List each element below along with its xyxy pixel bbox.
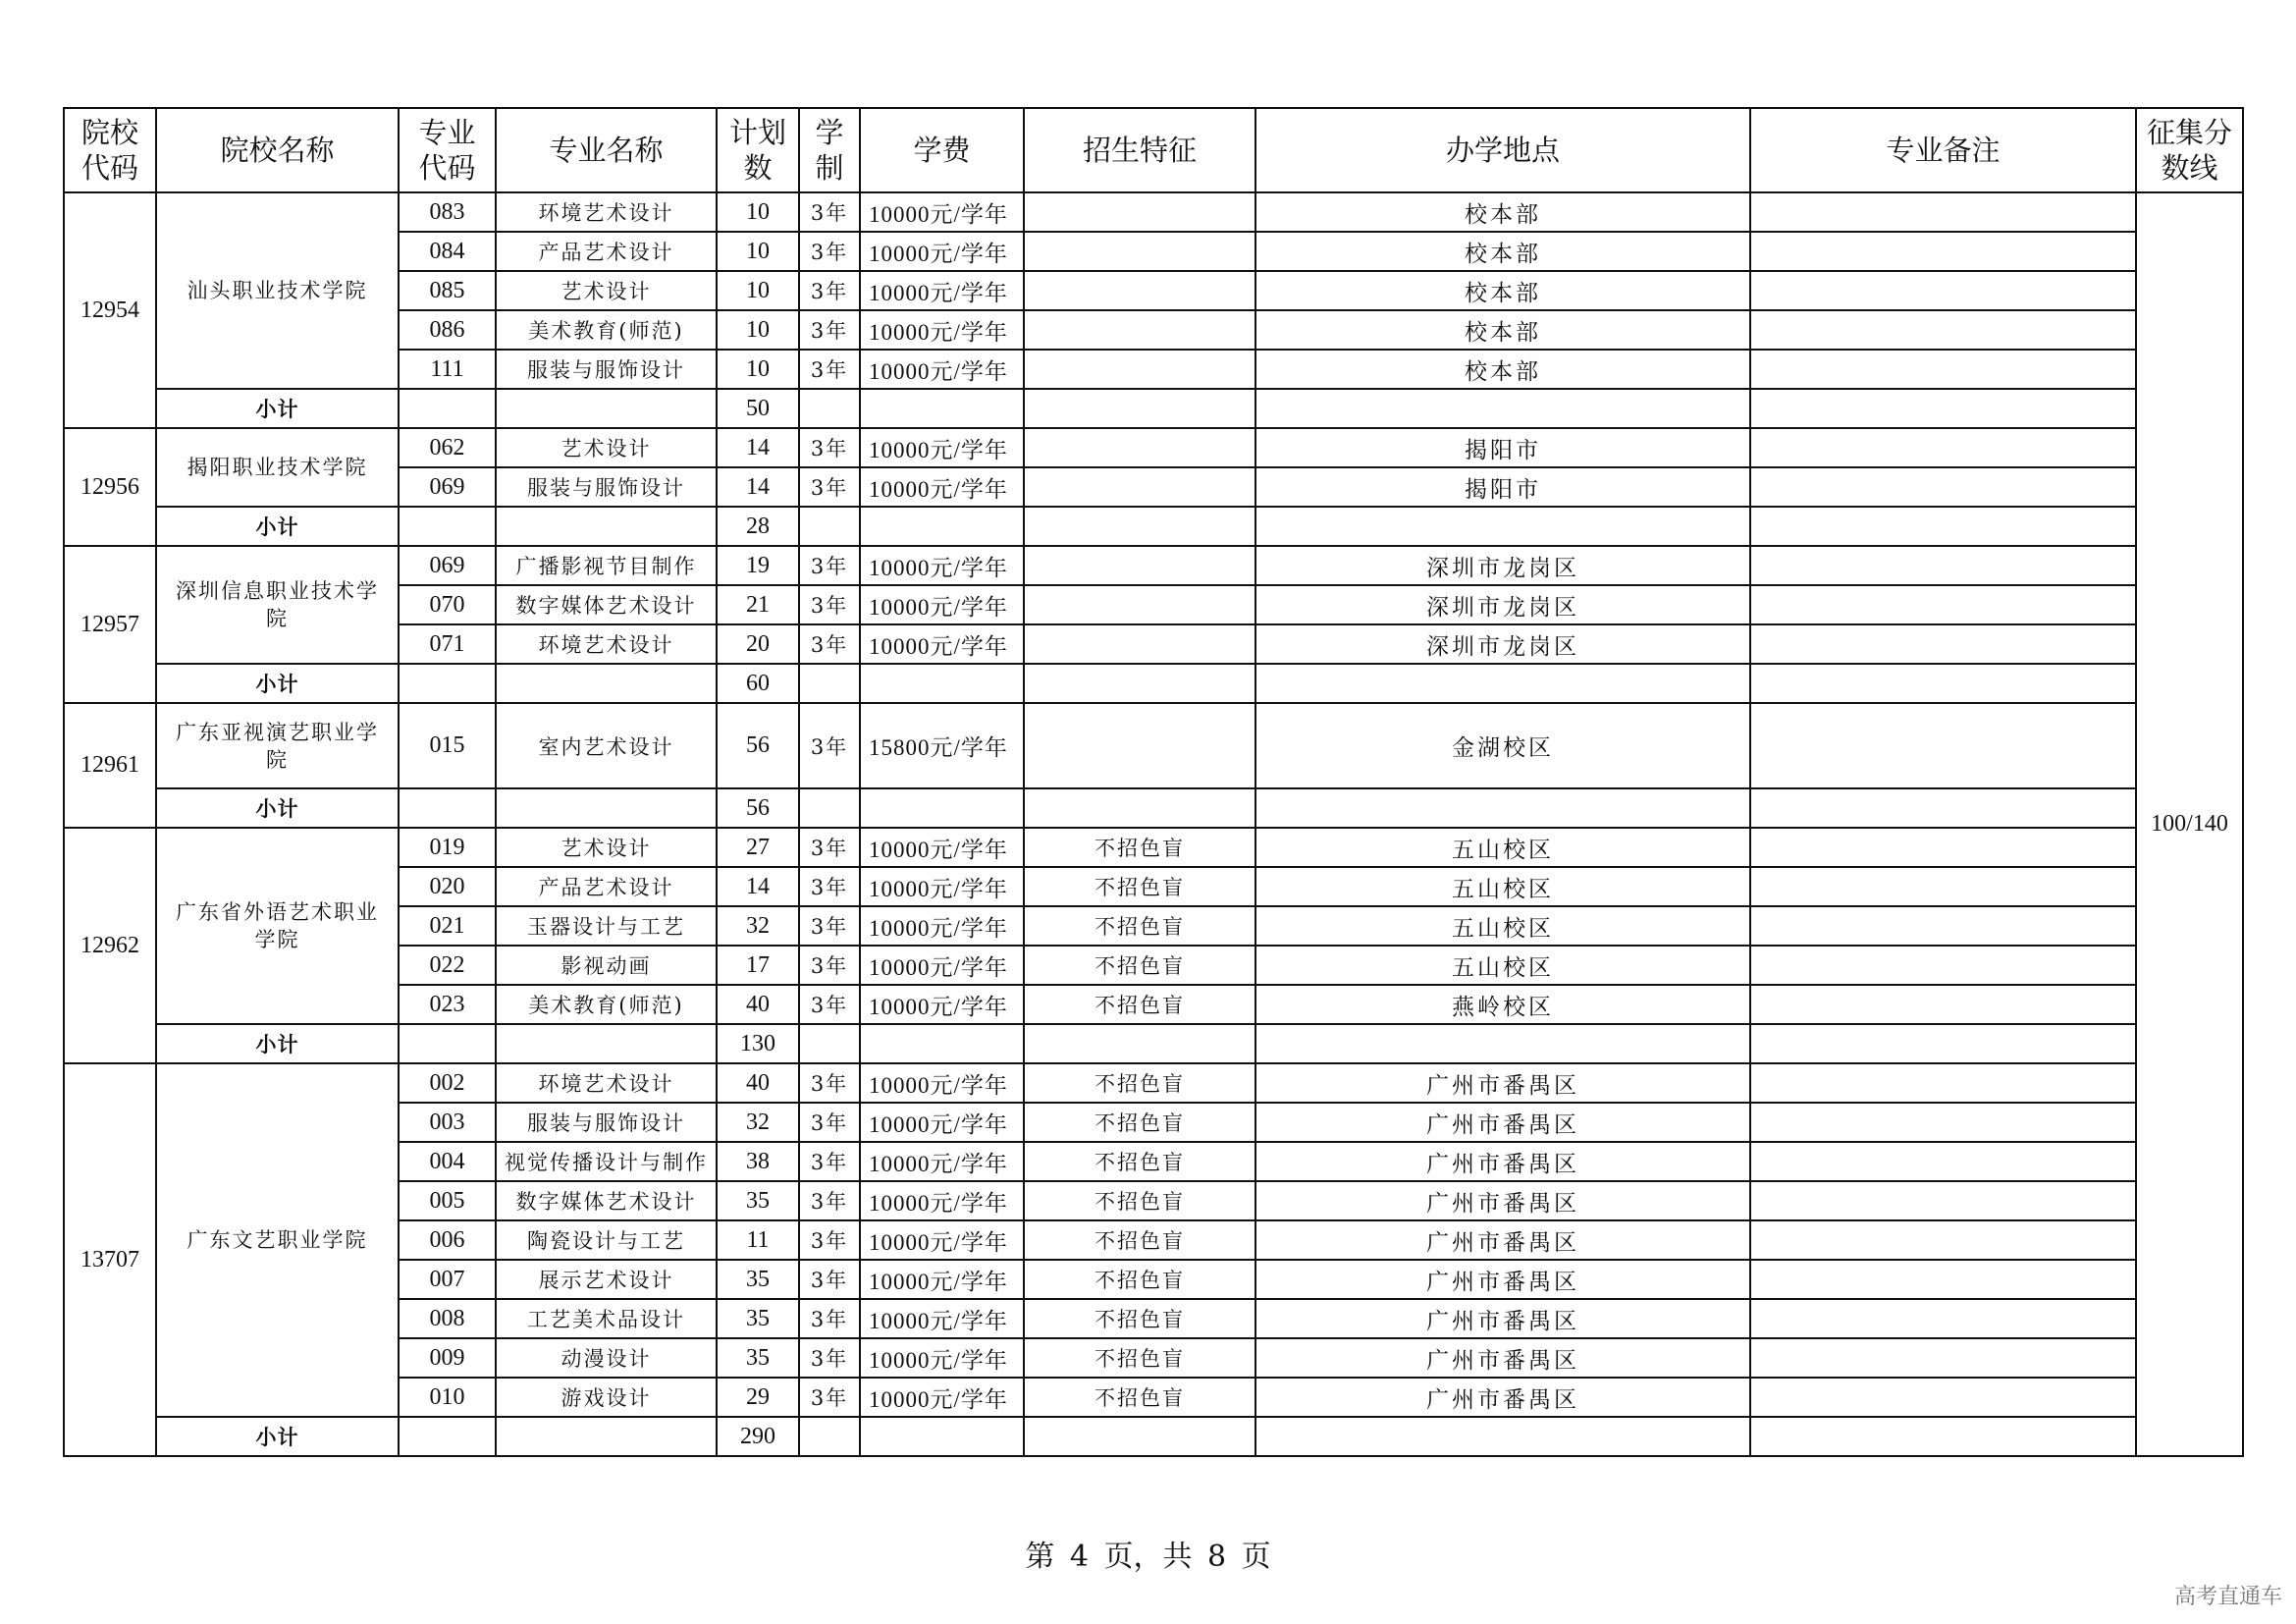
major-remark — [1750, 828, 2136, 867]
campus-location: 校本部 — [1255, 232, 1750, 271]
campus-location: 广州市番禺区 — [1255, 1338, 1750, 1378]
plan-count: 35 — [717, 1338, 799, 1378]
study-years: 3年 — [799, 1299, 860, 1338]
major-remark — [1750, 624, 2136, 664]
plan-count: 27 — [717, 828, 799, 867]
campus-location: 校本部 — [1255, 310, 1750, 350]
campus-location: 广州市番禺区 — [1255, 1181, 1750, 1220]
empty-cell — [496, 507, 717, 546]
empty-cell — [1024, 389, 1255, 428]
plan-count: 10 — [717, 271, 799, 310]
plan-count: 10 — [717, 232, 799, 271]
page-footer: 第 4 页，共 8 页 — [1025, 1540, 1271, 1574]
campus-location: 广州市番禺区 — [1255, 1063, 1750, 1103]
watermark: 高考直通车 — [2173, 1585, 2282, 1609]
empty-cell — [1024, 1024, 1255, 1063]
study-years: 3年 — [799, 1260, 860, 1299]
admission-feature: 不招色盲 — [1024, 867, 1255, 906]
plan-count: 14 — [717, 867, 799, 906]
study-years: 3年 — [799, 546, 860, 585]
admission-feature: 不招色盲 — [1024, 1299, 1255, 1338]
major-remark — [1750, 585, 2136, 624]
campus-location: 深圳市龙岗区 — [1255, 585, 1750, 624]
plan-count: 21 — [717, 585, 799, 624]
empty-cell — [496, 664, 717, 703]
campus-location: 五山校区 — [1255, 906, 1750, 946]
school-code: 12961 — [64, 703, 156, 828]
admission-feature: 不招色盲 — [1024, 906, 1255, 946]
empty-cell — [1255, 664, 1750, 703]
campus-location: 揭阳市 — [1255, 428, 1750, 467]
study-years: 3年 — [799, 985, 860, 1024]
study-years: 3年 — [799, 1338, 860, 1378]
major-code: 015 — [399, 703, 496, 788]
campus-location: 五山校区 — [1255, 867, 1750, 906]
empty-cell — [496, 1024, 717, 1063]
subtotal-row — [64, 389, 2243, 428]
empty-cell — [860, 788, 1024, 828]
subtotal-label: 小计 — [156, 1417, 399, 1456]
major-remark — [1750, 1260, 2136, 1299]
plan-count: 40 — [717, 985, 799, 1024]
major-remark — [1750, 1378, 2136, 1417]
major-code: 010 — [399, 1378, 496, 1417]
study-years: 3年 — [799, 1220, 860, 1260]
major-remark — [1750, 946, 2136, 985]
plan-count: 40 — [717, 1063, 799, 1103]
admission-feature: 不招色盲 — [1024, 1181, 1255, 1220]
subtotal-row — [64, 507, 2243, 546]
major-name: 视觉传播设计与制作 — [496, 1142, 717, 1181]
plan-count: 10 — [717, 310, 799, 350]
empty-cell — [399, 1417, 496, 1456]
plan-count: 35 — [717, 1181, 799, 1220]
empty-cell — [399, 664, 496, 703]
admission-feature — [1024, 310, 1255, 350]
empty-cell — [496, 389, 717, 428]
header-score: 征集分数线 — [2136, 108, 2243, 192]
plan-count: 35 — [717, 1299, 799, 1338]
campus-location: 揭阳市 — [1255, 467, 1750, 507]
subtotal-row — [64, 1024, 2243, 1063]
subtotal-value: 60 — [717, 664, 799, 703]
study-years: 3年 — [799, 1103, 860, 1142]
school-name: 汕头职业技术学院 — [156, 192, 399, 389]
empty-cell — [1255, 1417, 1750, 1456]
major-remark — [1750, 350, 2136, 389]
campus-location: 广州市番禺区 — [1255, 1142, 1750, 1181]
campus-location: 广州市番禺区 — [1255, 1103, 1750, 1142]
empty-cell — [1750, 788, 2136, 828]
major-name: 产品艺术设计 — [496, 867, 717, 906]
empty-cell — [1024, 1417, 1255, 1456]
empty-cell — [1750, 1024, 2136, 1063]
admission-feature: 不招色盲 — [1024, 1338, 1255, 1378]
major-code: 002 — [399, 1063, 496, 1103]
major-remark — [1750, 1103, 2136, 1142]
study-years: 3年 — [799, 1063, 860, 1103]
major-name: 数字媒体艺术设计 — [496, 1181, 717, 1220]
empty-cell — [1750, 664, 2136, 703]
major-code: 004 — [399, 1142, 496, 1181]
plan-count: 32 — [717, 906, 799, 946]
tuition-fee: 10000元/学年 — [860, 1260, 1024, 1299]
major-code: 111 — [399, 350, 496, 389]
major-name: 工艺美术品设计 — [496, 1299, 717, 1338]
empty-cell — [799, 1417, 860, 1456]
major-remark — [1750, 1299, 2136, 1338]
header-feature: 招生特征 — [1024, 108, 1255, 192]
table-body — [64, 192, 2243, 1456]
empty-cell — [399, 389, 496, 428]
major-remark — [1750, 1142, 2136, 1181]
study-years: 3年 — [799, 828, 860, 867]
empty-cell — [399, 507, 496, 546]
header-row — [64, 108, 2243, 192]
tuition-fee: 10000元/学年 — [860, 867, 1024, 906]
major-remark — [1750, 1181, 2136, 1220]
tuition-fee: 10000元/学年 — [860, 1220, 1024, 1260]
major-remark — [1750, 467, 2136, 507]
score-line: 100/140 — [2136, 192, 2243, 1456]
major-remark — [1750, 1220, 2136, 1260]
major-name: 陶瓷设计与工艺 — [496, 1220, 717, 1260]
major-remark — [1750, 546, 2136, 585]
tuition-fee: 10000元/学年 — [860, 985, 1024, 1024]
plan-count: 19 — [717, 546, 799, 585]
empty-cell — [799, 507, 860, 546]
admission-feature — [1024, 192, 1255, 232]
major-name: 艺术设计 — [496, 271, 717, 310]
header-school-code: 院校代码 — [64, 108, 156, 192]
campus-location: 广州市番禺区 — [1255, 1220, 1750, 1260]
header-major-code: 专业代码 — [399, 108, 496, 192]
empty-cell — [860, 507, 1024, 546]
tuition-fee: 10000元/学年 — [860, 1063, 1024, 1103]
subtotal-value: 290 — [717, 1417, 799, 1456]
tuition-fee: 10000元/学年 — [860, 428, 1024, 467]
study-years: 3年 — [799, 946, 860, 985]
tuition-fee: 10000元/学年 — [860, 1103, 1024, 1142]
empty-cell — [860, 1024, 1024, 1063]
study-years: 3年 — [799, 1378, 860, 1417]
subtotal-value: 28 — [717, 507, 799, 546]
major-remark — [1750, 192, 2136, 232]
empty-cell — [799, 664, 860, 703]
study-years: 3年 — [799, 310, 860, 350]
admission-feature: 不招色盲 — [1024, 1103, 1255, 1142]
major-name: 产品艺术设计 — [496, 232, 717, 271]
tuition-fee: 10000元/学年 — [860, 906, 1024, 946]
major-name: 数字媒体艺术设计 — [496, 585, 717, 624]
campus-location: 广州市番禺区 — [1255, 1378, 1750, 1417]
tuition-fee: 10000元/学年 — [860, 232, 1024, 271]
tuition-fee: 10000元/学年 — [860, 946, 1024, 985]
subtotal-label: 小计 — [156, 1024, 399, 1063]
admission-feature — [1024, 585, 1255, 624]
major-code: 005 — [399, 1181, 496, 1220]
subtotal-row — [64, 788, 2243, 828]
study-years: 3年 — [799, 585, 860, 624]
major-code: 019 — [399, 828, 496, 867]
empty-cell — [1750, 507, 2136, 546]
major-name: 美术教育(师范) — [496, 310, 717, 350]
study-years: 3年 — [799, 906, 860, 946]
major-code: 007 — [399, 1260, 496, 1299]
major-name: 环境艺术设计 — [496, 624, 717, 664]
campus-location: 校本部 — [1255, 350, 1750, 389]
major-remark — [1750, 232, 2136, 271]
major-code: 021 — [399, 906, 496, 946]
study-years: 3年 — [799, 624, 860, 664]
empty-cell — [496, 788, 717, 828]
tuition-fee: 10000元/学年 — [860, 467, 1024, 507]
subtotal-value: 50 — [717, 389, 799, 428]
header-school-name: 院校名称 — [156, 108, 399, 192]
admission-feature: 不招色盲 — [1024, 1260, 1255, 1299]
campus-location: 深圳市龙岗区 — [1255, 546, 1750, 585]
study-years: 3年 — [799, 467, 860, 507]
empty-cell — [1255, 507, 1750, 546]
header-plan: 计划数 — [717, 108, 799, 192]
subtotal-value: 56 — [717, 788, 799, 828]
admission-feature — [1024, 232, 1255, 271]
major-remark — [1750, 310, 2136, 350]
school-name: 广东亚视演艺职业学院 — [156, 703, 399, 788]
admission-feature: 不招色盲 — [1024, 828, 1255, 867]
plan-count: 32 — [717, 1103, 799, 1142]
campus-location: 五山校区 — [1255, 946, 1750, 985]
tuition-fee: 10000元/学年 — [860, 271, 1024, 310]
empty-cell — [1024, 664, 1255, 703]
empty-cell — [1024, 507, 1255, 546]
major-code: 085 — [399, 271, 496, 310]
study-years: 3年 — [799, 1181, 860, 1220]
tuition-fee: 10000元/学年 — [860, 1142, 1024, 1181]
table-row — [64, 428, 2243, 467]
subtotal-label: 小计 — [156, 507, 399, 546]
major-name: 艺术设计 — [496, 428, 717, 467]
study-years: 3年 — [799, 1142, 860, 1181]
admission-feature: 不招色盲 — [1024, 985, 1255, 1024]
empty-cell — [1255, 1024, 1750, 1063]
plan-count: 10 — [717, 350, 799, 389]
admission-feature — [1024, 624, 1255, 664]
tuition-fee: 10000元/学年 — [860, 192, 1024, 232]
school-name: 广东省外语艺术职业学院 — [156, 828, 399, 1024]
empty-cell — [1255, 389, 1750, 428]
major-remark — [1750, 867, 2136, 906]
major-remark — [1750, 1063, 2136, 1103]
major-name: 服装与服饰设计 — [496, 1103, 717, 1142]
plan-count: 14 — [717, 428, 799, 467]
subtotal-row — [64, 1417, 2243, 1456]
major-code: 084 — [399, 232, 496, 271]
header-remark: 专业备注 — [1750, 108, 2136, 192]
campus-location: 校本部 — [1255, 192, 1750, 232]
subtotal-label: 小计 — [156, 389, 399, 428]
admission-feature: 不招色盲 — [1024, 1142, 1255, 1181]
plan-count: 56 — [717, 703, 799, 788]
empty-cell — [1255, 788, 1750, 828]
major-code: 023 — [399, 985, 496, 1024]
subtotal-row — [64, 664, 2243, 703]
school-name: 揭阳职业技术学院 — [156, 428, 399, 507]
empty-cell — [496, 1417, 717, 1456]
plan-count: 14 — [717, 467, 799, 507]
table-row — [64, 1063, 2243, 1103]
major-name: 游戏设计 — [496, 1378, 717, 1417]
major-code: 006 — [399, 1220, 496, 1260]
school-code: 12957 — [64, 546, 156, 703]
campus-location: 五山校区 — [1255, 828, 1750, 867]
admission-feature — [1024, 546, 1255, 585]
tuition-fee: 10000元/学年 — [860, 1181, 1024, 1220]
header-years: 学制 — [799, 108, 860, 192]
study-years: 3年 — [799, 192, 860, 232]
empty-cell — [1750, 389, 2136, 428]
major-code: 083 — [399, 192, 496, 232]
tuition-fee: 10000元/学年 — [860, 310, 1024, 350]
major-name: 影视动画 — [496, 946, 717, 985]
school-name: 深圳信息职业技术学院 — [156, 546, 399, 664]
campus-location: 广州市番禺区 — [1255, 1260, 1750, 1299]
subtotal-label: 小计 — [156, 788, 399, 828]
empty-cell — [860, 1417, 1024, 1456]
study-years: 3年 — [799, 350, 860, 389]
plan-count: 11 — [717, 1220, 799, 1260]
tuition-fee: 10000元/学年 — [860, 1338, 1024, 1378]
empty-cell — [1024, 788, 1255, 828]
empty-cell — [799, 788, 860, 828]
study-years: 3年 — [799, 867, 860, 906]
major-name: 室内艺术设计 — [496, 703, 717, 788]
major-code: 070 — [399, 585, 496, 624]
tuition-fee: 10000元/学年 — [860, 585, 1024, 624]
major-remark — [1750, 428, 2136, 467]
campus-location: 金湖校区 — [1255, 703, 1750, 788]
tuition-fee: 10000元/学年 — [860, 828, 1024, 867]
table-row — [64, 546, 2243, 585]
empty-cell — [399, 788, 496, 828]
major-name: 服装与服饰设计 — [496, 467, 717, 507]
school-code: 12962 — [64, 828, 156, 1063]
school-code: 12954 — [64, 192, 156, 428]
tuition-fee: 15800元/学年 — [860, 703, 1024, 788]
major-name: 广播影视节目制作 — [496, 546, 717, 585]
empty-cell — [399, 1024, 496, 1063]
study-years: 3年 — [799, 271, 860, 310]
study-years: 3年 — [799, 232, 860, 271]
tuition-fee: 10000元/学年 — [860, 1378, 1024, 1417]
campus-location: 深圳市龙岗区 — [1255, 624, 1750, 664]
campus-location: 广州市番禺区 — [1255, 1299, 1750, 1338]
major-name: 展示艺术设计 — [496, 1260, 717, 1299]
subtotal-label: 小计 — [156, 664, 399, 703]
major-name: 玉器设计与工艺 — [496, 906, 717, 946]
subtotal-value: 130 — [717, 1024, 799, 1063]
school-code: 12956 — [64, 428, 156, 546]
plan-count: 35 — [717, 1260, 799, 1299]
tuition-fee: 10000元/学年 — [860, 546, 1024, 585]
major-remark — [1750, 985, 2136, 1024]
school-code: 13707 — [64, 1063, 156, 1456]
tuition-fee: 10000元/学年 — [860, 624, 1024, 664]
major-name: 动漫设计 — [496, 1338, 717, 1378]
study-years: 3年 — [799, 428, 860, 467]
table-row — [64, 192, 2243, 232]
header-fee: 学费 — [860, 108, 1024, 192]
plan-count: 38 — [717, 1142, 799, 1181]
major-code: 008 — [399, 1299, 496, 1338]
admission-feature — [1024, 350, 1255, 389]
empty-cell — [799, 389, 860, 428]
table-row — [64, 703, 2243, 788]
major-code: 003 — [399, 1103, 496, 1142]
campus-location: 燕岭校区 — [1255, 985, 1750, 1024]
plan-count: 17 — [717, 946, 799, 985]
admission-feature — [1024, 428, 1255, 467]
major-name: 环境艺术设计 — [496, 192, 717, 232]
major-name: 环境艺术设计 — [496, 1063, 717, 1103]
tuition-fee: 10000元/学年 — [860, 350, 1024, 389]
major-code: 069 — [399, 467, 496, 507]
header-major-name: 专业名称 — [496, 108, 717, 192]
empty-cell — [860, 664, 1024, 703]
admission-feature — [1024, 271, 1255, 310]
major-name: 美术教育(师范) — [496, 985, 717, 1024]
admission-feature — [1024, 703, 1255, 788]
empty-cell — [1750, 1417, 2136, 1456]
major-code: 069 — [399, 546, 496, 585]
plan-count: 29 — [717, 1378, 799, 1417]
study-years: 3年 — [799, 703, 860, 788]
major-name: 服装与服饰设计 — [496, 350, 717, 389]
campus-location: 校本部 — [1255, 271, 1750, 310]
major-code: 022 — [399, 946, 496, 985]
major-name: 艺术设计 — [496, 828, 717, 867]
admission-feature: 不招色盲 — [1024, 1378, 1255, 1417]
major-code: 071 — [399, 624, 496, 664]
major-remark — [1750, 703, 2136, 788]
admission-feature: 不招色盲 — [1024, 946, 1255, 985]
plan-count: 10 — [717, 192, 799, 232]
major-remark — [1750, 906, 2136, 946]
school-name: 广东文艺职业学院 — [156, 1063, 399, 1417]
empty-cell — [860, 389, 1024, 428]
header-location: 办学地点 — [1255, 108, 1750, 192]
admission-feature — [1024, 467, 1255, 507]
major-code: 020 — [399, 867, 496, 906]
major-remark — [1750, 1338, 2136, 1378]
major-code: 086 — [399, 310, 496, 350]
major-remark — [1750, 271, 2136, 310]
major-code: 062 — [399, 428, 496, 467]
admission-feature: 不招色盲 — [1024, 1063, 1255, 1103]
plan-count: 20 — [717, 624, 799, 664]
admission-feature: 不招色盲 — [1024, 1220, 1255, 1260]
major-code: 009 — [399, 1338, 496, 1378]
table-row — [64, 828, 2243, 867]
empty-cell — [799, 1024, 860, 1063]
tuition-fee: 10000元/学年 — [860, 1299, 1024, 1338]
admission-table — [63, 107, 2244, 1457]
